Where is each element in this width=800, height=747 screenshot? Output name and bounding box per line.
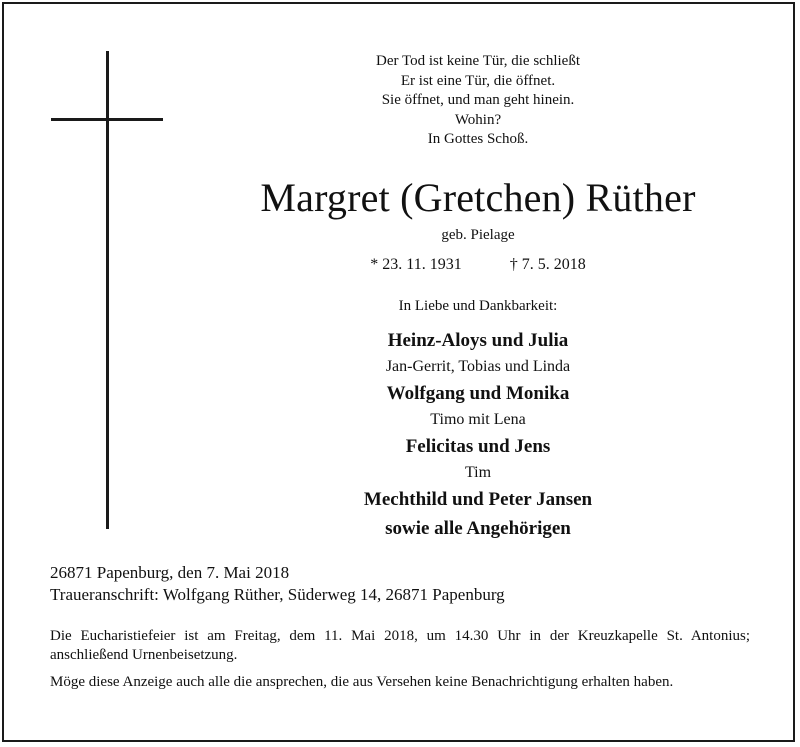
poem-line: In Gottes Schoß.	[427, 131, 529, 147]
closing-note: Möge diese Anzeige auch alle die ansprechen, die aus Versehen keine Benachrichtigung erhalten haben.	[50, 674, 674, 690]
family-line: Felicitas und Jens	[405, 436, 551, 457]
family-line: Mechthild und Peter Jansen	[363, 489, 593, 510]
service-note: Die Eucharistiefeier ist am Freitag, dem 11. Mai 2018, um 14.30 Uhr in der Kreuzkapelle St. Antonius; anschließend Urnenbeisetzung.	[50, 628, 750, 663]
deceased-name: Margret (Gretchen) Rüther	[260, 175, 696, 220]
poem-line: Der Tod ist keine Tür, die schließt	[375, 53, 580, 69]
thanks-line: In Liebe und Dankbarkeit:	[398, 298, 558, 314]
family-line: Heinz-Aloys und Julia	[387, 330, 569, 351]
family-line: Jan-Gerrit, Tobias und Linda	[385, 358, 571, 375]
life-dates	[224, 255, 732, 275]
birth-date: * 23. 11. 1931	[370, 256, 462, 273]
family-line: sowie alle Angehörigen	[385, 518, 571, 539]
place-date: 26871 Papenburg, den 7. Mai 2018	[50, 563, 290, 582]
poem	[224, 52, 732, 150]
born-name: geb. Pielage	[441, 227, 515, 243]
family-line: Tim	[464, 464, 492, 481]
poem-line: Wohin?	[454, 111, 502, 128]
mourning-address: Traueranschrift: Wolfgang Rüther, Süderweg 14, 26871 Papenburg	[50, 585, 505, 604]
death-date: † 7. 5. 2018	[509, 256, 586, 273]
family-list	[224, 326, 732, 543]
family-line: Timo mit Lena	[430, 411, 526, 428]
cross-icon	[106, 51, 109, 529]
family-line: Wolfgang und Monika	[386, 383, 570, 404]
poem-line: Er ist eine Tür, die öffnet.	[400, 72, 556, 89]
obituary-notice	[2, 2, 795, 742]
cross-icon-bar	[51, 118, 163, 121]
poem-line: Sie öffnet, und man geht hinein.	[381, 92, 575, 108]
